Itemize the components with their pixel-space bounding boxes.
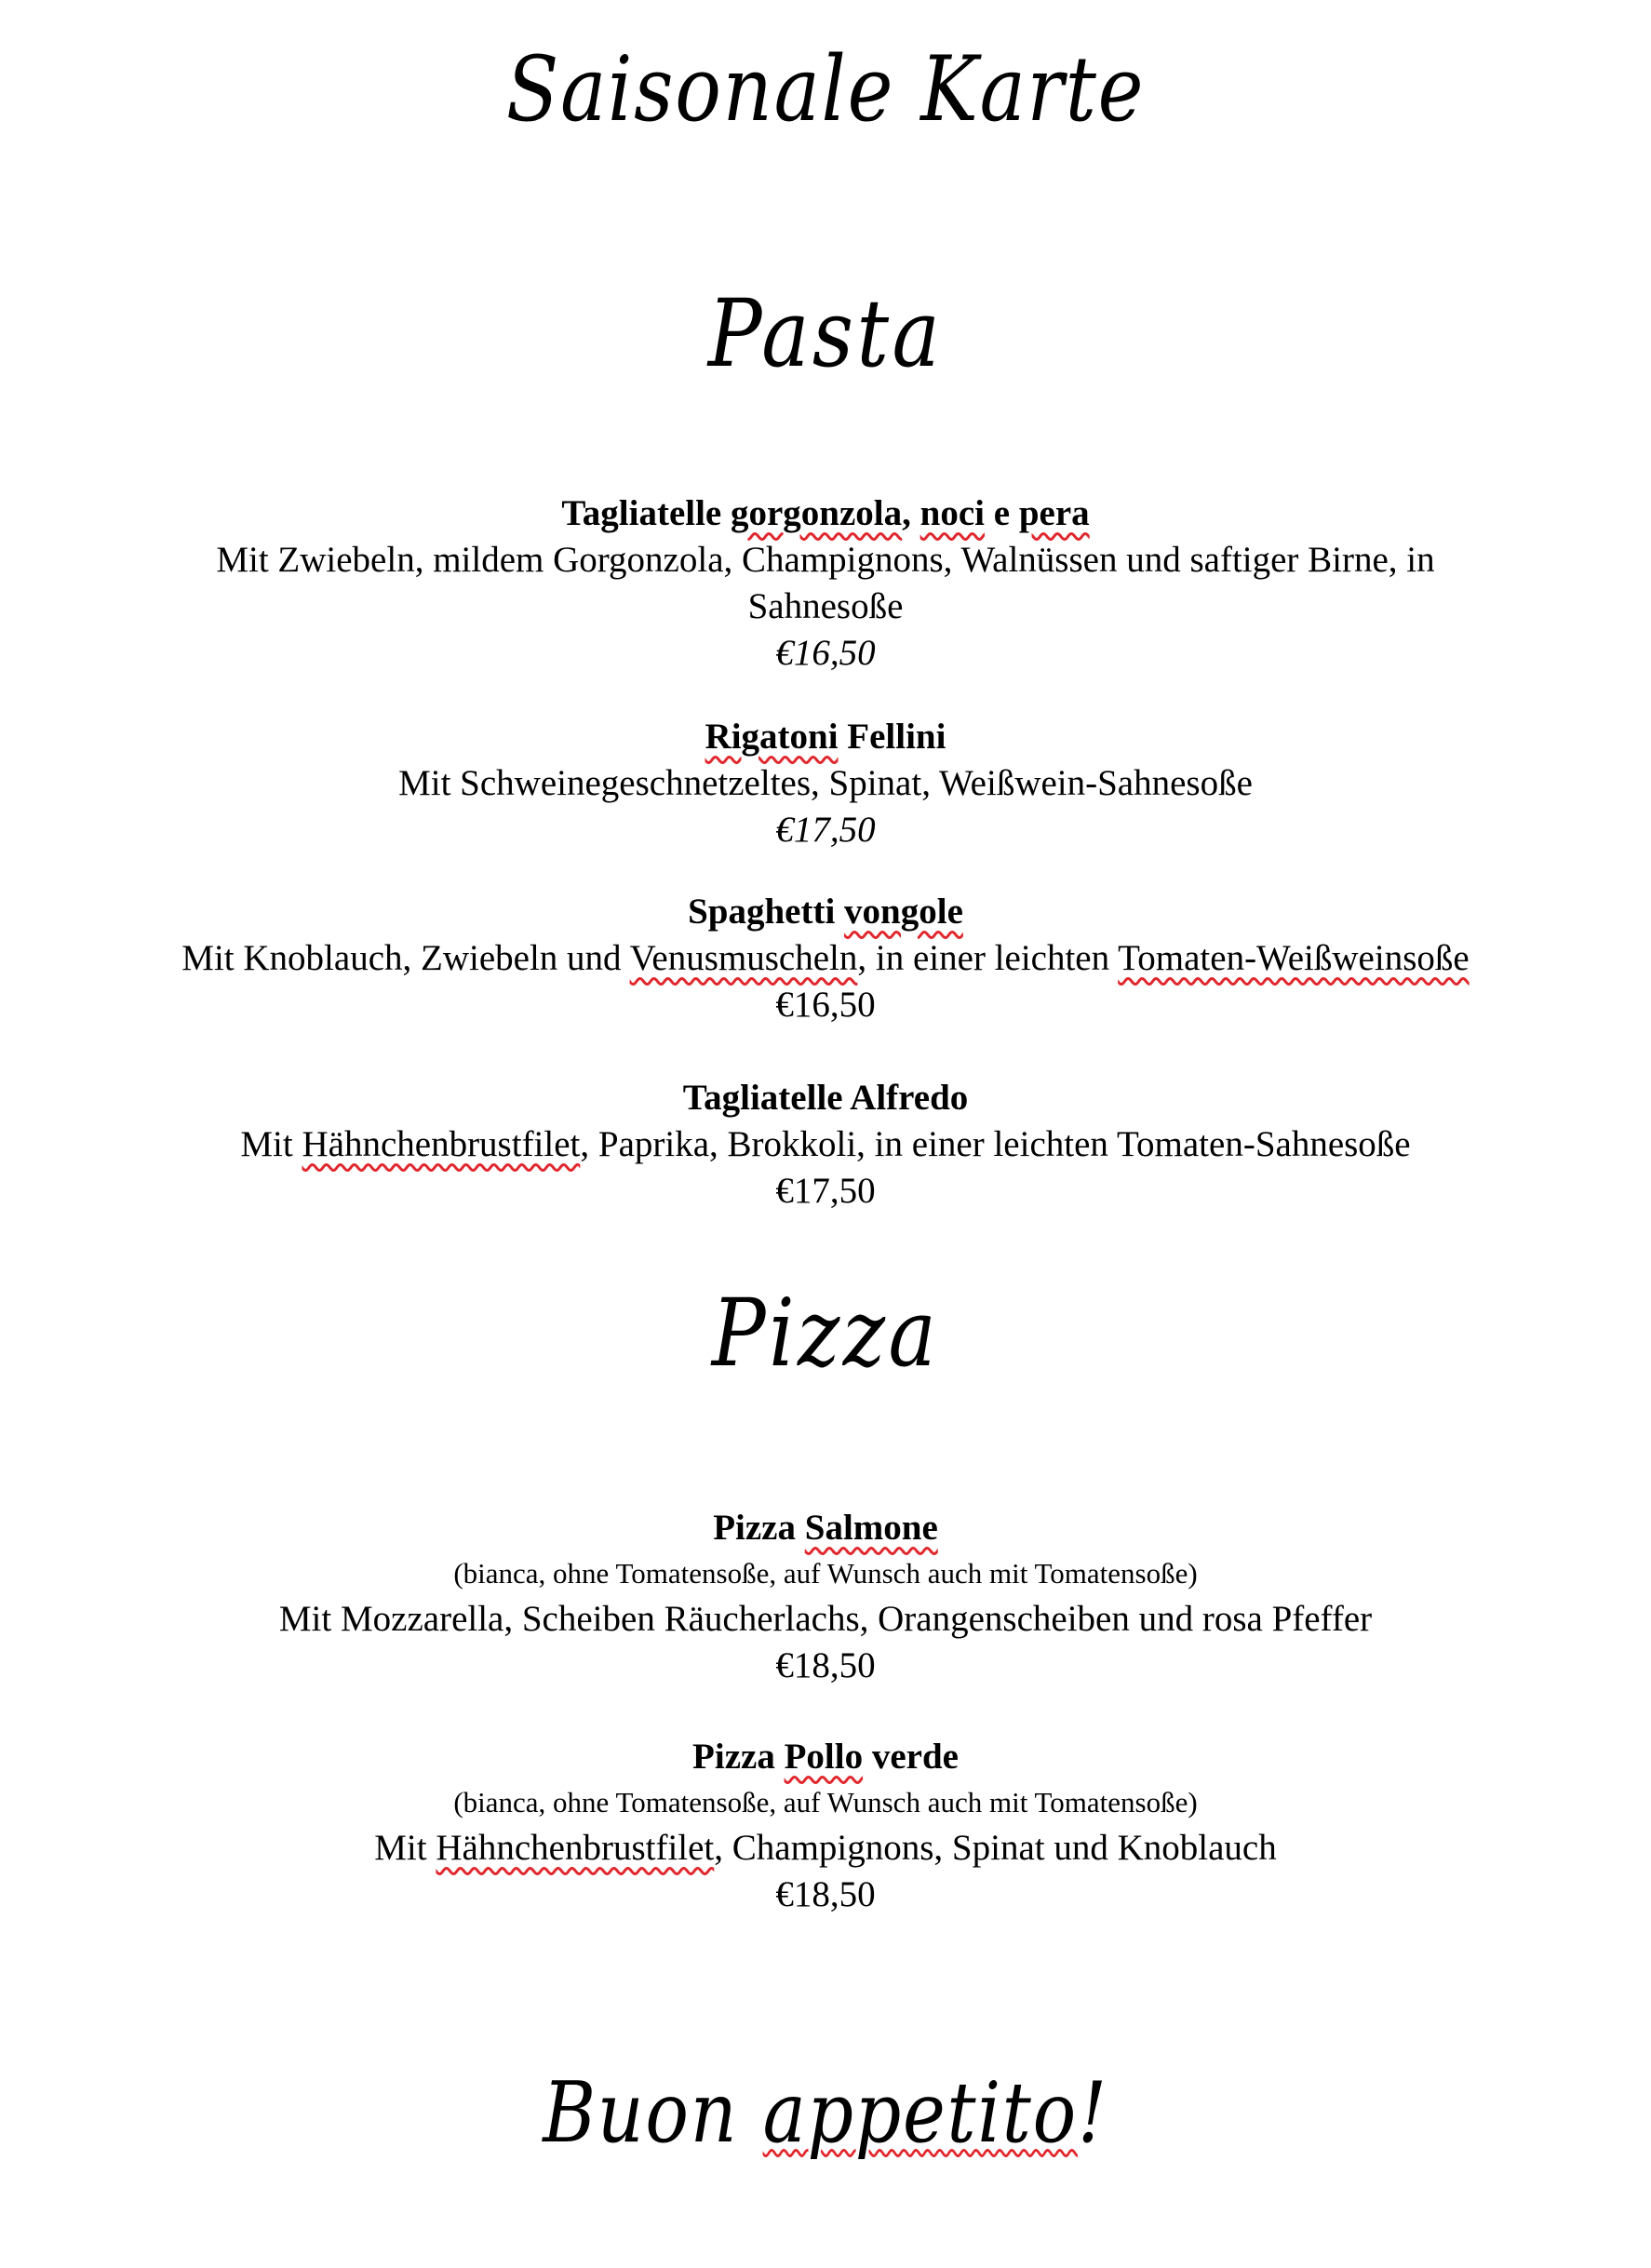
- dish-description: Mit Mozzarella, Scheiben Räucherlachs, Orangenscheiben und rosa Pfeffer: [278, 1599, 1373, 1639]
- dish-price: €17,50: [775, 1171, 876, 1211]
- dish-description: Mit Knoblauch, Zwiebeln und Venusmuscheln, in einer leichten Tomaten-Weißweinsoße: [181, 938, 1470, 978]
- dish-price: €17,50: [775, 810, 876, 850]
- dish-price: €18,50: [775, 1874, 876, 1914]
- dish-description: Mit Hähnchenbrustfilet, Paprika, Brokkoli, in einer leichten Tomaten-Sahnesoße: [240, 1124, 1411, 1164]
- menu-item-spaghetti-vongole: [0, 889, 1651, 1028]
- dish-description: Mit Schweinegeschnetzeltes, Spinat, Weißwein-Sahnesoße: [398, 763, 1253, 803]
- dish-name: Spaghetti vongole: [688, 892, 963, 932]
- dish-note: (bianca, ohne Tomatensoße, auf Wunsch auch mit Tomatensoße): [453, 1557, 1198, 1590]
- menu-item-tagliatelle-gorgonzola: [0, 490, 1651, 677]
- section-title-pizza: Pizza: [711, 1279, 940, 1388]
- menu-item-tagliatelle-alfredo: [0, 1075, 1651, 1215]
- section-title-pasta: Pasta: [707, 279, 944, 388]
- dish-description: Mit Zwiebeln, mildem Gorgonzola, Champignons, Walnüssen und saftiger Birne, in: [216, 540, 1435, 580]
- menu-item-rigatoni-fellini: [0, 714, 1651, 853]
- dish-price: €18,50: [775, 1645, 876, 1685]
- menu-title: Saisonale Karte: [505, 37, 1146, 141]
- dish-name: Pizza Salmone: [713, 1508, 938, 1548]
- dish-description: Mit Hähnchenbrustfilet, Champignons, Spinat und Knoblauch: [374, 1828, 1277, 1868]
- dish-price: €16,50: [775, 985, 876, 1025]
- dish-name: Tagliatelle Alfredo: [682, 1078, 969, 1118]
- dish-price: €16,50: [775, 633, 876, 673]
- dish-description-continued: Sahnesoße: [747, 586, 904, 626]
- dish-name: Tagliatelle gorgonzola, noci e pera: [561, 493, 1090, 533]
- dish-name: Pizza Pollo verde: [692, 1737, 959, 1777]
- closing-greeting: Buon appetito!: [543, 2064, 1108, 2162]
- menu-item-pizza-pollo-verde: [0, 1734, 1651, 1918]
- menu-item-pizza-salmone: [0, 1505, 1651, 1689]
- dish-name: Rigatoni Fellini: [705, 717, 946, 757]
- dish-note: (bianca, ohne Tomatensoße, auf Wunsch auch mit Tomatensoße): [453, 1786, 1198, 1818]
